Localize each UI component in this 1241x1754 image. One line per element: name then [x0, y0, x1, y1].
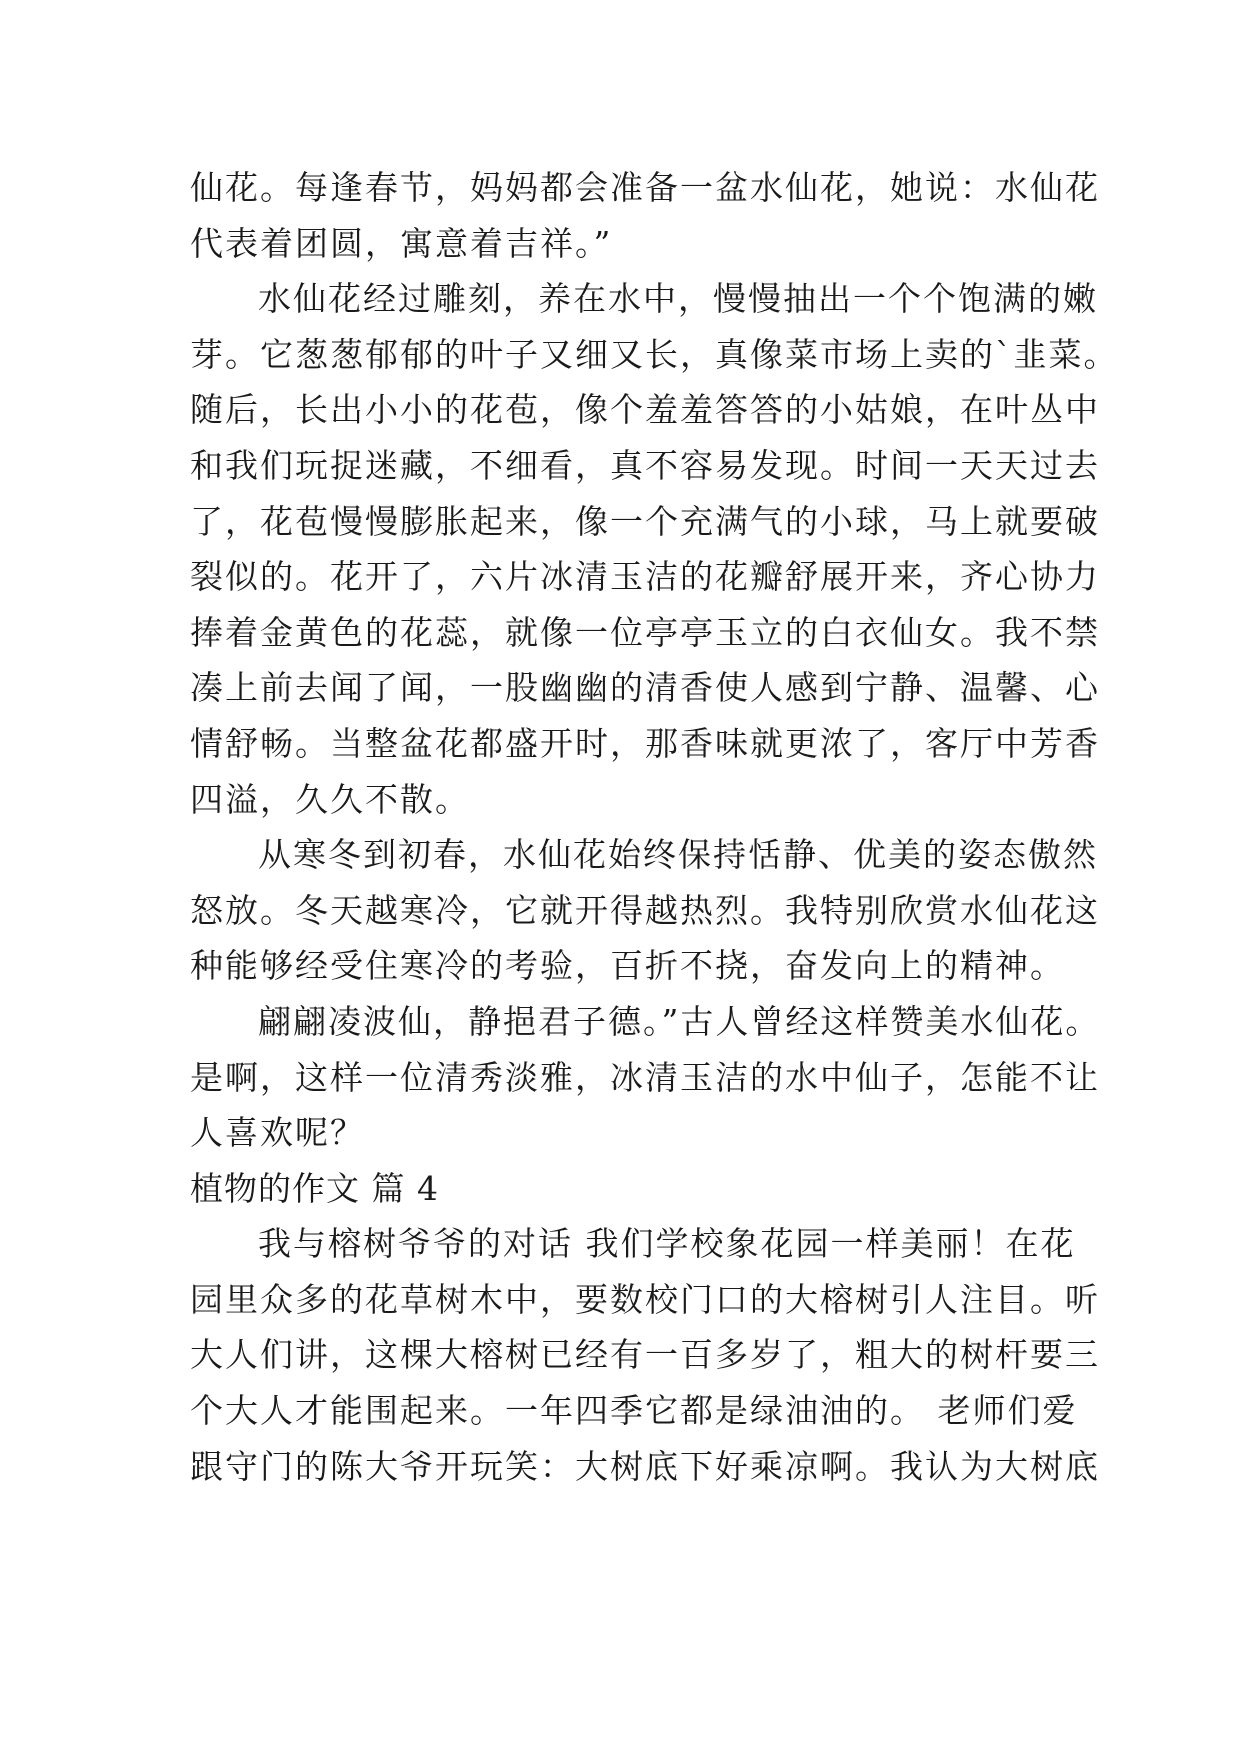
text-line: 随后，长出小小的花苞，像个羞羞答答的小姑娘，在叶丛中: [190, 390, 1100, 430]
text-line: 怒放。冬天越寒冷，它就开得越热烈。我特别欣赏水仙花这: [190, 890, 1100, 930]
text-line: 和我们玩捉迷藏，不细看，真不容易发现。时间一天天过去: [190, 445, 1100, 485]
text-line: 个大人才能围起来。一年四季它都是绿油油的。 老师们爱: [190, 1391, 1078, 1431]
text-line: 跟守门的陈大爷开玩笑：大树底下好乘凉啊。我认为大树底: [190, 1446, 1100, 1486]
text-line: 是啊，这样一位清秀淡雅，冰清玉洁的水中仙子，怎能不让: [190, 1057, 1100, 1097]
text-line: 种能够经受住寒冷的考验，百折不挠，奋发向上的精神。: [190, 946, 1065, 986]
text-line: 捧着金黄色的花蕊，就像一位亭亭玉立的白衣仙女。我不禁: [190, 612, 1100, 652]
text-line: 我与榕树爷爷的对话 我们学校象花园一样美丽！在花: [258, 1224, 1076, 1264]
text-line: 园里众多的花草树木中，要数校门口的大榕树引人注目。听: [190, 1279, 1100, 1319]
text-line: 代表着团圆，寓意着吉祥。”: [190, 223, 613, 263]
text-line: 裂似的。花开了，六片冰清玉洁的花瓣舒展开来，齐心协力: [190, 557, 1100, 597]
text-line: 芽。它葱葱郁郁的叶子又细又长，真像菜市场上卖的`韭菜。: [190, 334, 1119, 374]
text-line: 从寒冬到初春，水仙花始终保持恬静、优美的姿态傲然: [258, 835, 1098, 875]
section-heading: 植物的作文 篇 4: [190, 1168, 439, 1208]
text-line: 凑上前去闻了闻，一股幽幽的清香使人感到宁静、温馨、心: [190, 668, 1100, 708]
text-line: 大人们讲，这棵大榕树已经有一百多岁了，粗大的树杆要三: [190, 1335, 1100, 1375]
text-line: 人喜欢呢？: [190, 1113, 365, 1153]
text-line: 翩翩凌波仙，静挹君子德。”古人曾经这样赞美水仙花。: [258, 1001, 1101, 1041]
text-line: 四溢，久久不散。: [190, 779, 470, 819]
text-line: 仙花。每逢春节，妈妈都会准备一盆水仙花，她说：水仙花: [190, 168, 1100, 207]
text-line: 情舒畅。当整盆花都盛开时，那香味就更浓了，客厅中芳香: [190, 723, 1100, 763]
text-line: 了，花苞慢慢膨胀起来，像一个充满气的小球，马上就要破: [190, 501, 1100, 541]
document-body: [190, 160, 1119, 1494]
text-line: 水仙花经过雕刻，养在水中，慢慢抽出一个个饱满的嫩: [258, 279, 1098, 319]
